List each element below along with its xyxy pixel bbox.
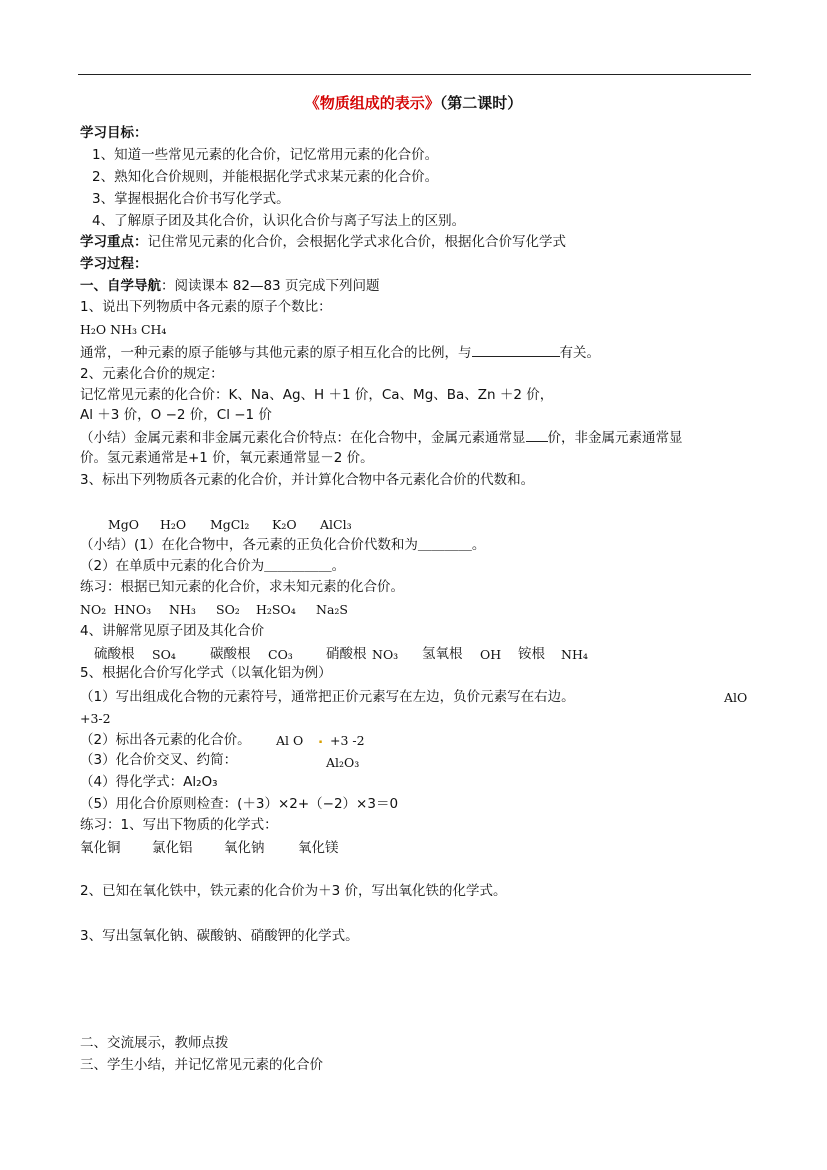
dot-mark: .: [318, 731, 324, 747]
group-formula: OH: [480, 647, 502, 662]
group-name: 铵根: [518, 646, 545, 662]
group-formula: CO₃: [268, 647, 293, 662]
q5-step1-valence: +3-2: [80, 711, 111, 726]
practice-formula: NH₃: [169, 602, 196, 617]
practice-formula: SO₂: [216, 602, 240, 617]
practice2-item: 氯化铝: [152, 840, 193, 856]
section2: 二、交流展示，教师点拨: [80, 1035, 229, 1051]
q1-text: 1、说出下列物质中各元素的原子个数比：: [80, 299, 332, 315]
practice2-heading: 练习：1、写出下物质的化学式：: [80, 817, 278, 833]
q1-sentence-a: 通常，一种元素的原子能够与其他元素的原子相互化合的比例，与: [80, 345, 472, 361]
q5-step3-formula: Al₂O₃: [326, 755, 360, 770]
group-formula: NH₄: [561, 647, 588, 662]
q3-formula: H₂O: [160, 517, 187, 532]
title-main: 《物质组成的表示》: [304, 94, 440, 112]
q2-summary: [80, 428, 683, 447]
q5-step1-formula: AlO: [724, 690, 748, 705]
q4-text: 4、讲解常见原子团及其化合价: [80, 623, 265, 639]
section1-line: [80, 277, 379, 295]
q2-line2: Al ＋3 价，O −2 价，Cl −1 价: [80, 407, 272, 423]
focus-line: [80, 233, 566, 251]
q1-sentence: [80, 343, 600, 362]
q3-text: 3、标出下列物质各元素的化合价，并计算化合物中各元素化合价的代数和。: [80, 472, 535, 488]
q5-step4: （4）得化学式：Al₂O₃: [80, 774, 218, 790]
goal-item: 1、知道一些常见元素的化合价，记忆常用元素的化合价。: [92, 147, 439, 163]
q2-summary-c: 价。氢元素通常是+1 价，氧元素通常显－2 价。: [80, 450, 374, 466]
q3-summary2: （2）在单质中元素的化合价为＿＿＿＿＿。: [80, 558, 346, 574]
q1-sentence-b: 有关。: [559, 345, 600, 361]
q2-line1: 记忆常见元素的化合价：K、Na、Ag、H ＋1 价，Ca、Mg、Ba、Zn ＋2 价，: [80, 387, 554, 403]
answer-blank[interactable]: [526, 428, 548, 442]
process-heading: 学习过程：: [80, 256, 148, 272]
practice-formula: NO₂: [80, 602, 107, 617]
q2-summary-a: （小结）金属元素和非金属元素化合价特点：在化合物中，金属元素通常显: [80, 430, 526, 446]
q5-step3: （3）化合价交叉、约简：: [80, 752, 238, 768]
practice2-item: 氧化镁: [298, 840, 339, 856]
goals-heading: 学习目标：: [80, 125, 148, 141]
q5-step1: （1）写出组成化合物的元素符号，通常把正价元素写在左边，负价元素写在右边。: [80, 689, 575, 705]
q3-formula: AlCl₃: [320, 517, 352, 532]
practice-formula: H₂SO₄: [256, 602, 296, 617]
goal-item: 4、了解原子团及其化合价，认识化合价与离子写法上的区别。: [92, 213, 466, 229]
answer-blank[interactable]: [472, 343, 560, 357]
group-name: 氢氧根: [422, 646, 463, 662]
section1-text: ：阅读课本 82—83 页完成下列问题: [161, 278, 380, 294]
q3-summary1: （小结）(1）在化合物中，各元素的正负化合价代数和为＿＿＿＿。: [80, 537, 486, 553]
q5-step5: （5）用化合价原则检查：(＋3）×2+（−2）×3＝0: [80, 796, 399, 812]
q5-step2-formula: Al O: [276, 733, 304, 748]
practice-formula: Na₂S: [316, 602, 348, 617]
q3-formula: MgO: [108, 517, 140, 532]
practice2-q3: 3、写出氢氧化钠、碳酸钠、硝酸钾的化学式。: [80, 928, 359, 944]
focus-text: 记住常见元素的化合价，会根据化学式求化合价，根据化合价写化学式: [147, 234, 566, 250]
goal-item: 2、熟知化合价规则，并能根据化学式求某元素的化合价。: [92, 169, 439, 185]
group-name: 碳酸根: [210, 646, 251, 662]
q3-practice: 练习：根据已知元素的化合价，求未知元素的化合价。: [80, 579, 404, 595]
q5-step2: （2）标出各元素的化合价。: [80, 732, 251, 748]
group-name: 硫酸根: [94, 646, 135, 662]
practice-formula: HNO₃: [114, 602, 152, 617]
practice2-item: 氧化铜: [80, 840, 121, 856]
q3-formula: MgCl₂: [210, 517, 250, 532]
q5-step2-valence: +3 -2: [330, 733, 365, 748]
q5-text: 5、根据化合价写化学式（以氧化铝为例）: [80, 665, 332, 681]
practice2-q2: 2、已知在氧化铁中，铁元素的化合价为＋3 价，写出氧化铁的化学式。: [80, 883, 507, 899]
section1-heading: 一、自学导航: [80, 278, 161, 294]
q1-formulas: H₂O NH₃ CH₄: [80, 322, 167, 337]
group-name: 硝酸根: [326, 646, 367, 662]
header-rule: [78, 74, 751, 75]
q2-summary-b: 价，非金属元素通常显: [547, 430, 683, 446]
practice2-item: 氧化钠: [224, 840, 265, 856]
goal-item: 3、掌握根据化合价书写化学式。: [92, 191, 290, 207]
q2-text: 2、元素化合价的规定：: [80, 366, 224, 382]
group-formula: NO₃: [372, 647, 399, 662]
page-title: [0, 92, 827, 113]
section3: 三、学生小结，并记忆常见元素的化合价: [80, 1057, 323, 1073]
title-sub: （第二课时）: [439, 94, 523, 112]
focus-heading: 学习重点：: [80, 234, 148, 250]
q3-formula: K₂O: [272, 517, 297, 532]
group-formula: SO₄: [152, 647, 176, 662]
